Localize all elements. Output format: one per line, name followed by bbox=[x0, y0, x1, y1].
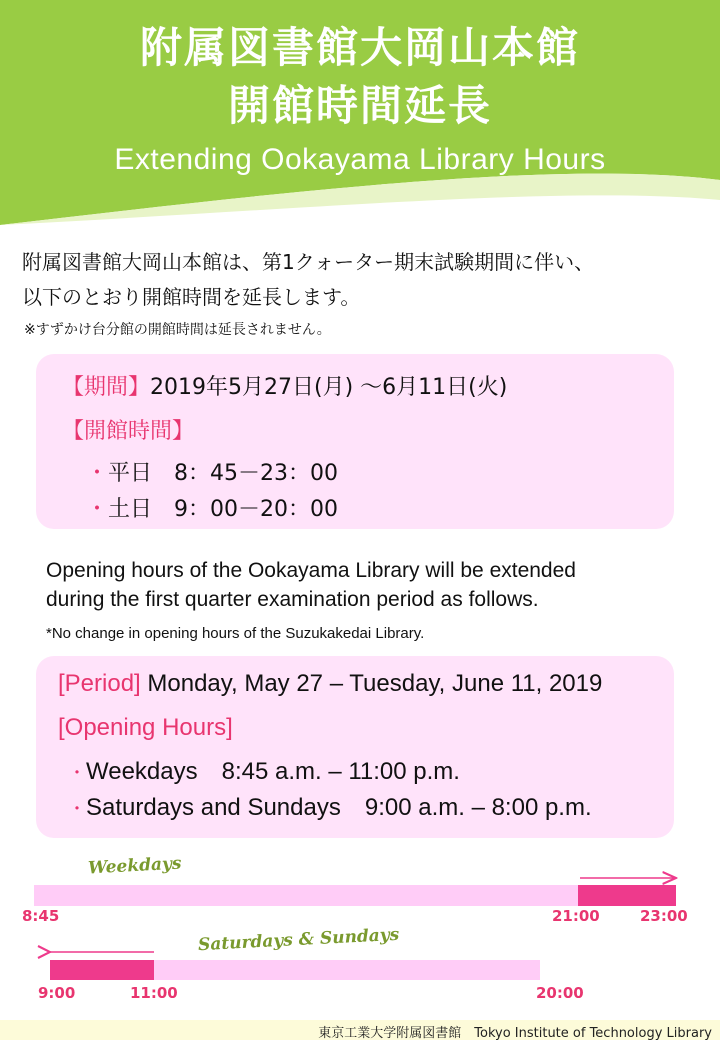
weekend-hours-ja: 9：00－20：00 bbox=[174, 497, 339, 522]
weekend-end-label: 20:00 bbox=[536, 984, 584, 1002]
bullet-icon: ・ bbox=[68, 763, 86, 783]
weekday-label-en: Weekdays bbox=[86, 758, 198, 785]
weekend-row-ja bbox=[86, 492, 338, 523]
intro-ja-note: ※すずかけ台分館の開館時間は延長されません。 bbox=[24, 322, 331, 338]
hours-label-ja: 【開館時間】 bbox=[62, 419, 195, 444]
intro-en-line1: Opening hours of the Ookayama Library will be extended bbox=[46, 559, 576, 582]
weekend-row-en bbox=[68, 794, 592, 822]
weekday-label-ja: 平日 bbox=[108, 461, 153, 486]
page-title-en: Extending Ookayama Library Hours bbox=[114, 143, 606, 176]
bullet-icon: ・ bbox=[86, 461, 109, 486]
weekend-start-label: 9:00 bbox=[38, 984, 76, 1002]
hours-box-en bbox=[36, 656, 674, 838]
footer bbox=[0, 1020, 720, 1040]
period-value-en: Monday, May 27 – Tuesday, June 11, 2019 bbox=[147, 670, 603, 697]
weekday-row-en bbox=[68, 758, 460, 786]
weekday-mid-label: 21:00 bbox=[552, 907, 600, 925]
weekend-label-en: Saturdays and Sundays bbox=[86, 794, 341, 821]
bullet-icon: ・ bbox=[86, 497, 109, 522]
weekend-caption: Saturdays & Sundays bbox=[197, 924, 400, 956]
intro-ja-line1: 附属図書館大岡山本館は、第1クォーター期末試験期間に伴い、 bbox=[22, 250, 595, 274]
period-label-en: [Period] bbox=[58, 670, 141, 697]
intro-ja-line2: 以下のとおり開館時間を延長します。 bbox=[22, 285, 361, 309]
weekday-hours-ja: 8：45－23：00 bbox=[174, 461, 339, 486]
weekend-mid-label: 11:00 bbox=[130, 984, 178, 1002]
weekend-label-ja: 土日 bbox=[108, 497, 153, 522]
weekday-row-ja bbox=[86, 456, 338, 487]
weekday-hours-en: 8:45 a.m. – 11:00 p.m. bbox=[221, 758, 460, 785]
hours-box-ja bbox=[36, 354, 674, 529]
bullet-icon: ・ bbox=[68, 799, 86, 819]
hours-label-en: [Opening Hours] bbox=[58, 714, 233, 741]
period-row-en bbox=[58, 670, 602, 698]
intro-en-note: *No change in opening hours of the Suzukakedai Library. bbox=[46, 625, 425, 642]
weekday-end-label: 23:00 bbox=[640, 907, 688, 925]
period-value-ja: 2019年5月27日(月) ～6月11日(火) bbox=[150, 375, 508, 400]
page-title-line1: 附属図書館大岡山本館 bbox=[139, 23, 580, 72]
weekend-extension-bar bbox=[50, 960, 154, 980]
footer-text: 東京工業大学附属図書館 Tokyo Institute of Technology Library bbox=[318, 1026, 712, 1041]
weekday-start-label: 8:45 bbox=[22, 907, 60, 925]
weekday-extension-bar bbox=[578, 885, 676, 906]
weekend-hours-en: 9:00 a.m. – 8:00 p.m. bbox=[364, 794, 592, 821]
period-label-ja: 【期間】 bbox=[62, 375, 151, 400]
page-title-line2: 開館時間延長 bbox=[227, 81, 492, 130]
weekday-caption: Weekdays bbox=[87, 853, 182, 879]
period-row-ja bbox=[62, 370, 507, 401]
intro-en-line2: during the first quarter examination period as follows. bbox=[46, 588, 539, 611]
header-banner bbox=[0, 0, 720, 225]
